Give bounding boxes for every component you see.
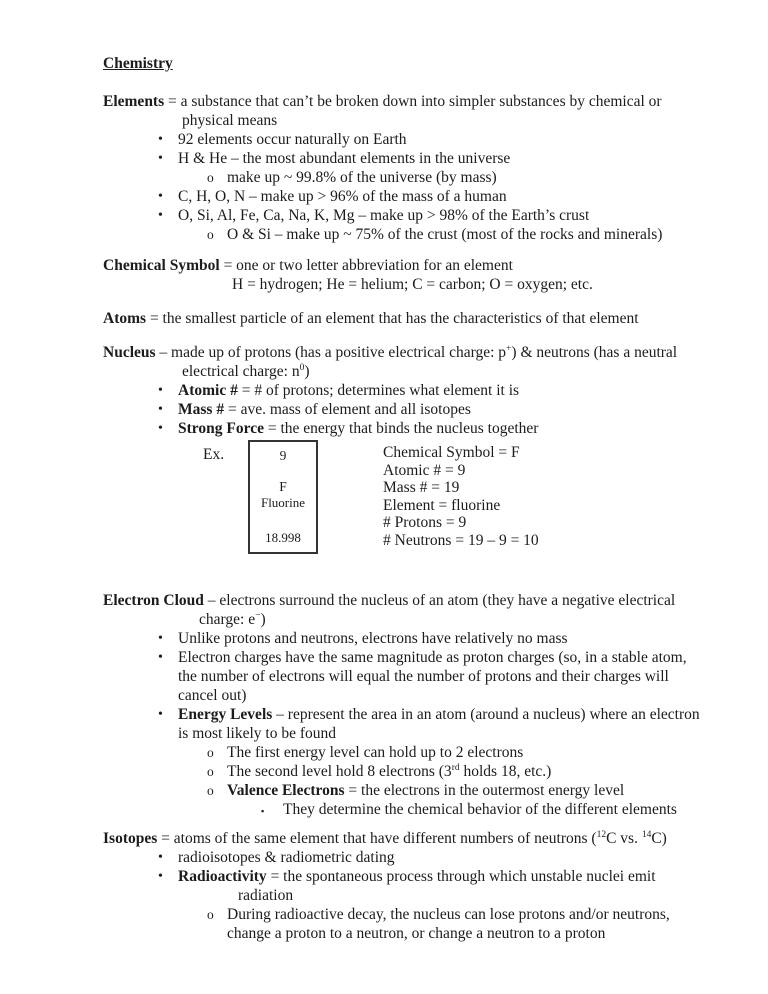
superscript-rd: rd	[451, 762, 460, 773]
text-run: ) & neutrons (has a neutral	[511, 344, 678, 361]
element-atomic-number: 9	[279, 448, 287, 463]
text-run: The second level hold 8 electrons (3	[227, 763, 452, 780]
elements-definition-line1	[103, 92, 730, 111]
term-elements: Elements	[103, 93, 165, 110]
element-box-fluorine	[248, 440, 318, 554]
isotopes-subbullet-decay-line1	[103, 905, 730, 924]
text-run: C)	[651, 830, 667, 847]
elements-subbullet-2a	[103, 168, 730, 187]
ecloud-bullet-2-line1	[103, 648, 730, 667]
text-run: = atoms of the same element that have different numbers of neutrons (	[157, 830, 597, 847]
bullet-level1-icon: •	[158, 869, 163, 884]
elements-bullet-3	[103, 187, 730, 206]
section-isotopes	[103, 829, 730, 943]
text-run: radiation	[238, 887, 294, 904]
text-run: H = hydrogen; He = helium; C = carbon; O = oxygen; etc.	[232, 276, 593, 293]
text-run: = # of protons; determines what element it is	[237, 382, 520, 399]
superscript-plus: +	[506, 343, 512, 354]
example-fact: Atomic # = 9	[383, 461, 466, 479]
isotopes-bullet-radioactivity-line2	[103, 886, 730, 905]
ecloud-bullet-energy-levels-line2	[103, 724, 730, 743]
bullet-level1-icon: •	[158, 383, 163, 398]
superscript-minus: −	[255, 610, 261, 621]
text-run: 92 elements occur naturally on Earth	[178, 131, 407, 148]
text-run: make up ~ 99.8% of the universe (by mass)	[227, 169, 497, 186]
section-nucleus	[103, 343, 730, 438]
bullet-level1-icon: •	[158, 650, 163, 665]
text-run: change a proton to a neutron, or change a neutron to a proton	[227, 925, 606, 942]
bullet-level1-icon: •	[158, 850, 163, 865]
text-run: – made up of protons (has a positive electrical charge: p	[155, 344, 507, 361]
example-fact: Mass # = 19	[383, 479, 460, 497]
text-run: the number of electrons will equal the number of protons and their charges will	[178, 668, 669, 685]
ecloud-subbullet-valence	[103, 781, 730, 800]
bullet-level1-icon: •	[158, 402, 163, 417]
nucleus-bullet-atomic	[103, 381, 730, 400]
text-run: H & He – the most abundant elements in the universe	[178, 150, 511, 167]
text-run: O, Si, Al, Fe, Ca, Na, K, Mg – make up > 98% of the Earth’s crust	[178, 207, 590, 224]
isotopes-subbullet-decay-line2	[103, 924, 730, 943]
bullet-level1-icon: •	[158, 132, 163, 147]
example-fact: # Neutrons = 19 – 9 = 10	[383, 531, 539, 549]
text-run: O & Si – make up ~ 75% of the crust (most of the rocks and minerals)	[227, 226, 663, 243]
bullet-level1-icon: •	[158, 707, 163, 722]
text-run: C, H, O, N – make up > 96% of the mass of a human	[178, 188, 507, 205]
text-run: C vs.	[606, 830, 642, 847]
example-label: Ex.	[203, 446, 225, 463]
page-title-text: Chemistry	[103, 55, 173, 72]
elements-definition-line2	[103, 111, 730, 130]
text-run: – electrons surround the nucleus of an atom (they have a negative electrical	[203, 592, 676, 609]
ecloud-bullet-1	[103, 629, 730, 648]
section-chemical-symbol	[103, 256, 730, 294]
term-atoms: Atoms	[103, 310, 147, 327]
term-strong-force: Strong Force	[178, 420, 264, 437]
bullet-level1-icon: •	[158, 189, 163, 204]
text-run: cancel out)	[178, 687, 247, 704]
nucleus-bullet-mass	[103, 400, 730, 419]
section-electron-cloud	[103, 591, 730, 819]
bullet-level2-icon: o	[207, 907, 214, 922]
elements-bullet-4	[103, 206, 730, 225]
text-run: holds 18, etc.)	[459, 763, 552, 780]
text-run: = the smallest particle of an element that has the characteristics of that element	[146, 310, 639, 327]
text-run: = the electrons in the outermost energy level	[344, 782, 625, 799]
atoms-definition-line	[103, 309, 730, 328]
superscript-zero: 0	[299, 362, 305, 373]
example-facts-list	[383, 444, 539, 550]
nucleus-bullet-strong-force	[103, 419, 730, 438]
text-run: During radioactive decay, the nucleus can lose protons and/or neutrons,	[227, 906, 670, 923]
ecloud-subbullet-second-level	[103, 762, 730, 781]
text-run: electrical charge: n	[182, 363, 300, 380]
term-chemical-symbol: Chemical Symbol	[103, 257, 220, 274]
text-run: )	[260, 611, 266, 628]
text-run: = ave. mass of element and all isotopes	[224, 401, 471, 418]
bullet-level3-icon: ▪	[261, 806, 265, 816]
bullet-level2-icon: o	[207, 170, 214, 185]
elements-bullet-1	[103, 130, 730, 149]
element-mass: 18.998	[265, 530, 301, 545]
superscript-12: 12	[596, 829, 607, 840]
bullet-level2-icon: o	[207, 764, 214, 779]
text-run: Electron charges have the same magnitude as proton charges (so, in a stable atom,	[178, 649, 687, 666]
term-mass-number: Mass #	[178, 401, 225, 418]
bullet-level1-icon: •	[158, 421, 163, 436]
term-isotopes: Isotopes	[103, 830, 158, 847]
section-elements	[103, 92, 730, 244]
term-valence-electrons: Valence Electrons	[227, 782, 345, 799]
text-run: = one or two letter abbreviation for an element	[219, 257, 513, 274]
element-name: Fluorine	[260, 495, 306, 510]
bullet-level1-icon: •	[158, 208, 163, 223]
text-run: = the spontaneous process through which unstable nuclei emit	[266, 868, 656, 885]
section-atoms	[103, 309, 730, 328]
element-symbol: F	[279, 479, 287, 494]
isotopes-bullet-radioactivity-line1	[103, 867, 730, 886]
text-run: Unlike protons and neutrons, electrons have relatively no mass	[178, 630, 568, 647]
isotopes-bullet-1	[103, 848, 730, 867]
isotopes-definition-line	[103, 829, 730, 848]
bullet-level1-icon: •	[158, 631, 163, 646]
term-nucleus: Nucleus	[103, 344, 156, 361]
example-fact: Chemical Symbol = F	[383, 444, 520, 461]
text-run: charge: e	[199, 611, 256, 628]
term-atomic-number: Atomic #	[178, 382, 238, 399]
electron-cloud-definition-line2	[103, 610, 730, 629]
ecloud-bullet-energy-levels-line1	[103, 705, 730, 724]
text-run: The first energy level can hold up to 2 electrons	[227, 744, 524, 761]
text-run: physical means	[182, 112, 278, 129]
chemical-symbol-definition-line2	[103, 275, 730, 294]
superscript-14: 14	[641, 829, 652, 840]
text-run: – represent the area in an atom (around a nucleus) where an electron	[272, 706, 700, 723]
nucleus-definition-line1	[103, 343, 730, 362]
bullet-level2-icon: o	[207, 227, 214, 242]
example-fact: Element = fluorine	[383, 496, 501, 514]
bullet-level2-icon: o	[207, 745, 214, 760]
elements-bullet-2	[103, 149, 730, 168]
example-fact: # Protons = 9	[383, 514, 467, 532]
page-title	[103, 54, 730, 73]
bullet-level1-icon: •	[158, 151, 163, 166]
text-run: = the energy that binds the nucleus together	[263, 420, 539, 437]
text-run: = a substance that can’t be broken down into simpler substances by chemical or	[164, 93, 662, 110]
term-radioactivity: Radioactivity	[178, 868, 267, 885]
nucleus-definition-line2	[103, 362, 730, 381]
example-block	[103, 440, 730, 558]
ecloud-bullet-2-line3	[103, 686, 730, 705]
term-energy-levels: Energy Levels	[178, 706, 273, 723]
text-run: )	[304, 363, 310, 380]
elements-subbullet-4a	[103, 225, 730, 244]
chemical-symbol-definition-line1	[103, 256, 730, 275]
ecloud-bullet-2-line2	[103, 667, 730, 686]
electron-cloud-definition-line1	[103, 591, 730, 610]
text-run: They determine the chemical behavior of the different elements	[283, 801, 677, 818]
text-run: is most likely to be found	[178, 725, 337, 742]
ecloud-subbullet-first-level	[103, 743, 730, 762]
bullet-level2-icon: o	[207, 783, 214, 798]
term-electron-cloud: Electron Cloud	[103, 592, 204, 609]
ecloud-subsubbullet-behavior	[103, 800, 730, 819]
text-run: radioisotopes & radiometric dating	[178, 849, 395, 866]
